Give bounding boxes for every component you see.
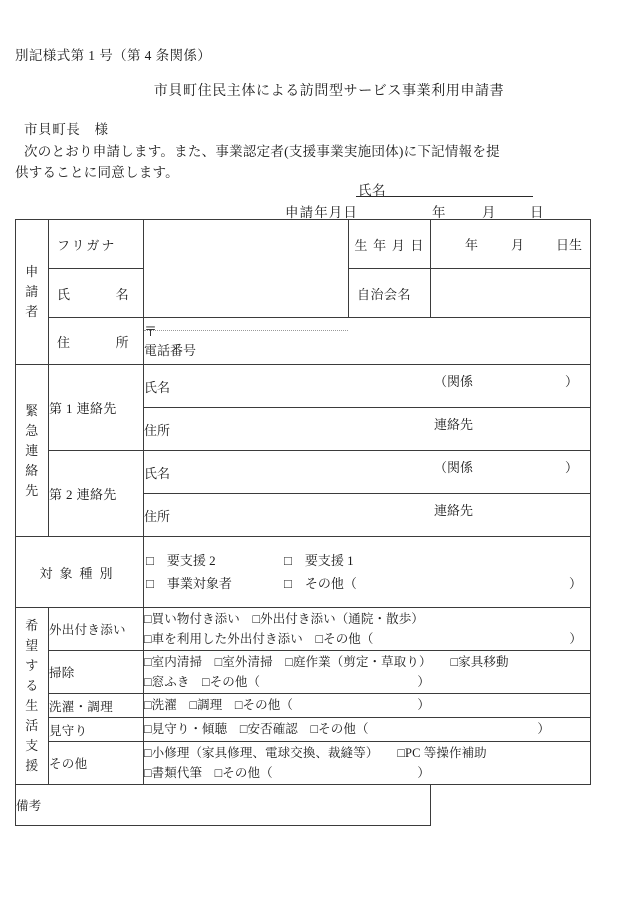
contact-2-address-cell[interactable]	[144, 494, 591, 537]
contact-1-contact-label: 連絡先	[434, 417, 474, 432]
application-date-row	[0, 201, 630, 221]
support-side-label-text: 希 望 す る 生 活 支 援	[25, 618, 39, 773]
support-label-cleaning: 掃除	[49, 651, 144, 694]
applicant-side-label	[16, 220, 49, 365]
contact-2-relation-label: （関係	[434, 460, 474, 475]
support-options-cleaning[interactable]	[144, 651, 591, 694]
contact-2-label: 第 2 連絡先	[49, 451, 144, 537]
dob-value-cell[interactable]	[431, 220, 591, 269]
contact-2-address-label: 住所	[144, 508, 171, 524]
category-option-target-person[interactable]: □ 事業対象者	[146, 576, 232, 591]
table-row	[16, 718, 591, 742]
intro-line-1: 次のとおり申請します。また、事業認定者(支援事業実施団体)に下記情報を提	[24, 144, 500, 159]
support-cleaning-close-paren: ）	[417, 675, 430, 689]
dob-year-label: 年	[465, 237, 479, 253]
support-cleaning-line-2	[144, 672, 590, 693]
support-options-watching[interactable]	[144, 718, 591, 742]
emergency-side-label	[16, 365, 49, 537]
community-label: 自治会名	[349, 269, 431, 318]
dob-month-label: 月	[511, 237, 525, 253]
dob-ymd	[431, 220, 590, 268]
intro-line-2: 供することに同意します。	[15, 165, 179, 180]
page-title: 市貝町住民主体による訪問型サービス事業利用申請書	[153, 84, 505, 99]
support-options-other[interactable]	[144, 742, 591, 785]
support-cleaning-line-1[interactable]: □室内清掃 □室外清掃 □庭作業（剪定・草取り） □家具移動	[144, 654, 509, 669]
name-label	[49, 284, 143, 303]
contact-2-name-cell[interactable]	[144, 451, 591, 494]
support-watching-close-paren: ）	[537, 722, 550, 737]
support-laundry-close-paren: ）	[417, 698, 430, 713]
name-label-cell	[49, 269, 144, 318]
furigana-dotted-line	[144, 233, 348, 331]
support-options-outing[interactable]	[144, 608, 591, 651]
contact-1-relation-label: （関係	[434, 374, 474, 389]
support-outing-line-2-text[interactable]: □車を利用した外出付き添い □その他（	[144, 632, 374, 646]
table-row	[16, 742, 591, 785]
address-label	[49, 332, 143, 351]
emergency-side-label-text: 緊 急 連 絡 先	[25, 402, 39, 498]
signature-label: 氏名	[358, 183, 386, 198]
application-date-month: 月	[482, 205, 496, 220]
table-row	[16, 451, 591, 494]
table-row	[16, 365, 591, 408]
document-number: 別記様式第 1 号（第 4 条関係）	[15, 48, 212, 63]
support-other-line-2	[144, 763, 590, 784]
table-row	[16, 220, 591, 269]
remarks-cell[interactable]	[16, 785, 431, 826]
address-label-right: 所	[115, 334, 129, 350]
application-date-label: 申請年月日	[285, 205, 358, 220]
support-label-other: その他	[49, 742, 144, 785]
contact-1-relation-close: ）	[564, 374, 578, 389]
telephone-label: 電話番号	[144, 343, 197, 358]
table-row	[16, 694, 591, 718]
remarks-label: 備考	[16, 799, 42, 813]
support-other-close-paren: ）	[417, 766, 430, 780]
support-laundry-line-1-text[interactable]: □洗濯 □調理 □その他（	[144, 698, 293, 713]
dob-day-label: 日生	[556, 237, 583, 253]
signature-row	[0, 179, 630, 199]
address-label-left: 住	[57, 334, 71, 350]
application-date-year: 年	[432, 205, 446, 220]
signature-write-line[interactable]	[356, 196, 533, 197]
category-options-cell[interactable]	[144, 537, 591, 608]
support-laundry-line-1	[144, 695, 590, 716]
table-row	[16, 608, 591, 651]
contact-1-address-cell[interactable]	[144, 408, 591, 451]
support-outing-close-paren: ）	[569, 632, 582, 646]
support-watching-line-1-text[interactable]: □見守り・傾聴 □安否確認 □その他（	[144, 722, 369, 737]
table-row	[16, 651, 591, 694]
category-option-support2[interactable]: □ 要支援 2	[146, 553, 216, 568]
support-outing-line-2	[144, 629, 590, 650]
contact-2-contact-label: 連絡先	[434, 503, 474, 518]
category-row-1	[144, 549, 590, 572]
address-label-cell	[49, 318, 144, 365]
category-option-other[interactable]: □ その他（	[284, 576, 357, 591]
category-row-2	[144, 572, 590, 595]
application-date-day: 日	[530, 205, 544, 220]
contact-1-label: 第 1 連絡先	[49, 365, 144, 451]
support-side-label	[16, 608, 49, 785]
support-watching-line-1	[144, 719, 590, 740]
furigana-label-cell	[49, 220, 144, 269]
name-label-left: 氏	[57, 286, 71, 302]
addressee-line: 市貝町長 様	[24, 122, 109, 137]
community-value-cell[interactable]	[431, 269, 591, 318]
intro-paragraph	[15, 141, 591, 183]
support-other-line-2-text[interactable]: □書類代筆 □その他（	[144, 766, 273, 780]
furigana-label: フリガナ	[57, 237, 117, 253]
support-options-laundry-cooking[interactable]	[144, 694, 591, 718]
dob-label: 生 年 月 日	[349, 220, 431, 269]
category-option-support1[interactable]: □ 要支援 1	[284, 553, 354, 568]
contact-1-address-label: 住所	[144, 422, 171, 438]
postal-code-symbol: 〒	[144, 324, 158, 339]
support-other-line-1[interactable]: □小修理（家具修理、電球交換、裁縫等） □PC 等操作補助	[144, 745, 487, 760]
category-label: 対象種別	[16, 537, 144, 608]
contact-2-name-label: 氏名	[144, 465, 171, 481]
application-form-table	[15, 219, 591, 826]
support-cleaning-line-2-text[interactable]: □窓ふき □その他（	[144, 675, 261, 689]
support-outing-line-1[interactable]: □買い物付き添い □外出付き添い（通院・散歩）	[144, 611, 424, 626]
table-row	[16, 785, 591, 826]
applicant-name-input-cell[interactable]	[144, 220, 349, 318]
category-other-close-paren: ）	[568, 576, 582, 591]
support-label-laundry-cooking: 洗濯・調理	[49, 694, 144, 718]
name-label-right: 名	[115, 286, 129, 302]
support-label-outing: 外出付き添い	[49, 608, 144, 651]
contact-2-relation-close: ）	[564, 460, 578, 475]
support-label-watching: 見守り	[49, 718, 144, 742]
table-row	[16, 537, 591, 608]
contact-1-name-label: 氏名	[144, 379, 171, 395]
applicant-side-label-text: 申 請 者	[25, 264, 39, 319]
contact-1-name-cell[interactable]	[144, 365, 591, 408]
